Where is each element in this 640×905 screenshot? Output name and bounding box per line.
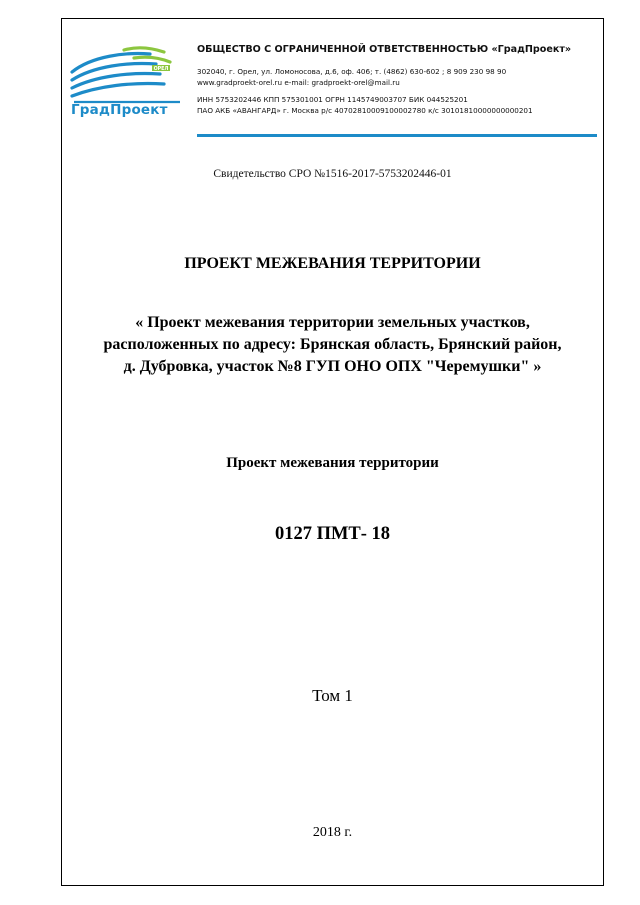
page-border <box>61 18 604 886</box>
subject-line: д. Дубровка, участок №8 ГУП ОНО ОПХ "Черемушки" » <box>123 358 542 375</box>
volume-label: Том 1 <box>312 686 353 705</box>
org-web: www.gradproekt-orel.ru e-mail: gradproekt-orel@mail.ru <box>197 77 400 87</box>
document-code: 0127 ПМТ- 18 <box>274 524 391 544</box>
subject-line: « Проект межевания территории земельных участков, <box>135 314 530 331</box>
org-info <box>197 44 597 116</box>
document-type-heading: ПРОЕКТ МЕЖЕВАНИЯ ТЕРРИТОРИИ <box>184 255 481 272</box>
header-divider <box>197 134 597 137</box>
subject-line: расположенных по адресу: Брянская область, Брянский район, <box>103 336 562 353</box>
org-requisites: ИНН 5753202446 КПП 575301001 ОГРН 1145749003707 БИК 044525201 <box>197 95 468 104</box>
project-subject <box>80 312 585 378</box>
document-year: 2018 г. <box>312 825 353 840</box>
sro-certificate: Свидетельство СРО №1516-2017-5753202446-01 <box>213 168 452 180</box>
logo-name: ГрадПроект <box>71 102 168 118</box>
org-bank: ПАО АКБ «АВАНГАРД» г. Москва р/с 40702810009100002780 к/с 30101810000000000201 <box>197 105 533 115</box>
logo-badge: ОРЕЛ <box>153 67 169 72</box>
org-title: ОБЩЕСТВО С ОГРАНИЧЕННОЙ ОТВЕТСТВЕННОСТЬЮ «ГрадПроект» <box>197 44 572 55</box>
org-address: 302040, г. Орел, ул. Ломоносова, д.6, оф. 406; т. (4862) 630-602 ; 8 909 230 98 90 <box>197 67 507 76</box>
section-title: Проект межевания территории <box>226 455 439 471</box>
